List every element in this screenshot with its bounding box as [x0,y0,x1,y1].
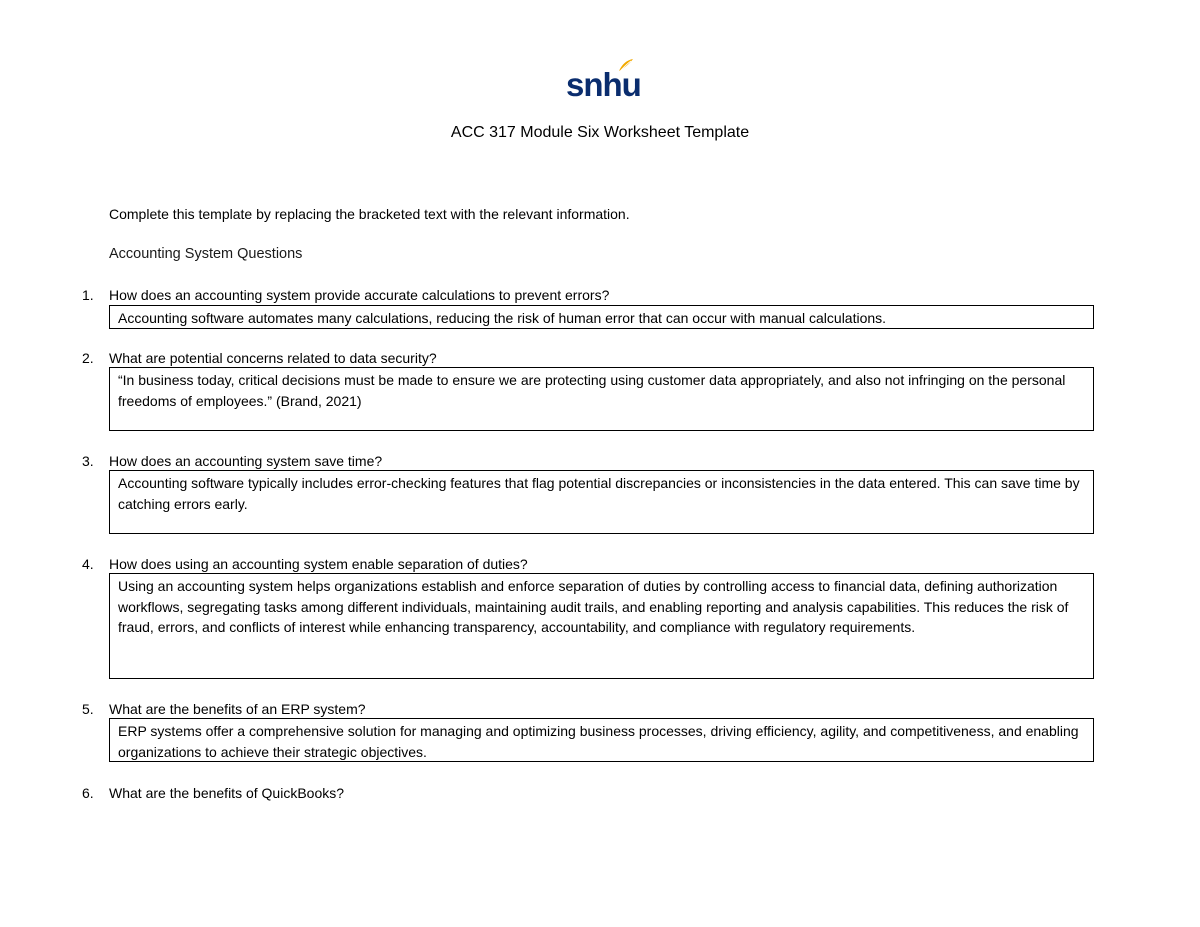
question-number: 6. [82,785,94,801]
question-number: 4. [82,556,94,572]
question-5 [82,700,366,718]
answer-text: ERP systems offer a comprehensive solution for managing and optimizing business processes, driving efficiency, agility, and competitiveness, and enabling organizations to achieve their strategic objectives. [118,723,1079,760]
document-title: ACC 317 Module Six Worksheet Template [450,124,750,141]
leaf-icon [618,58,634,72]
answer-box-4[interactable] [109,573,1094,679]
answer-text: “In business today, critical decisions must be made to ensure we are protecting using customer data appropriately, and also not infringing on the personal freedoms of employees.” (Brand, 2021) [118,372,1066,409]
question-4 [82,555,528,573]
section-heading: Accounting System Questions [109,246,303,262]
question-text: How does an accounting system save time? [109,453,383,469]
answer-box-3[interactable] [109,470,1094,534]
question-2 [82,349,437,367]
answer-box-1[interactable] [109,305,1094,329]
answer-text: Accounting software automates many calculations, reducing the risk of human error that can occur with manual calculations. [118,310,887,326]
question-text: What are the benefits of QuickBooks? [109,785,345,801]
question-number: 3. [82,453,94,469]
question-number: 1. [82,287,94,303]
question-text: What are potential concerns related to data security? [109,350,437,366]
question-number: 5. [82,701,94,717]
question-6 [82,784,344,802]
question-3 [82,452,382,470]
logo-wordmark: snhu [566,66,641,103]
question-text: How does using an accounting system enable separation of duties? [109,556,528,572]
answer-text: Using an accounting system helps organizations establish and enforce separation of duties by controlling access to financial data, defining authorization workflows, segregating tasks among different individuals, maintaining audit trails, and enabling reporting and analysis capabilities. This reduces the risk of fraud, errors, and conflicts of interest while enhancing transparency, accountability, and compliance with regulatory requirements. [118,578,1069,635]
answer-text: Accounting software typically includes error-checking features that flag potential discrepancies or inconsistencies in the data entered. This can save time by catching errors early. [118,475,1080,512]
question-number: 2. [82,350,94,366]
instructions-text: Complete this template by replacing the bracketed text with the relevant information. [109,206,630,222]
question-1 [82,286,609,304]
question-text: How does an accounting system provide accurate calculations to prevent errors? [109,287,610,303]
question-text: What are the benefits of an ERP system? [109,701,366,717]
answer-box-5[interactable] [109,718,1094,762]
snhu-logo [562,58,641,104]
answer-box-2[interactable] [109,367,1094,431]
